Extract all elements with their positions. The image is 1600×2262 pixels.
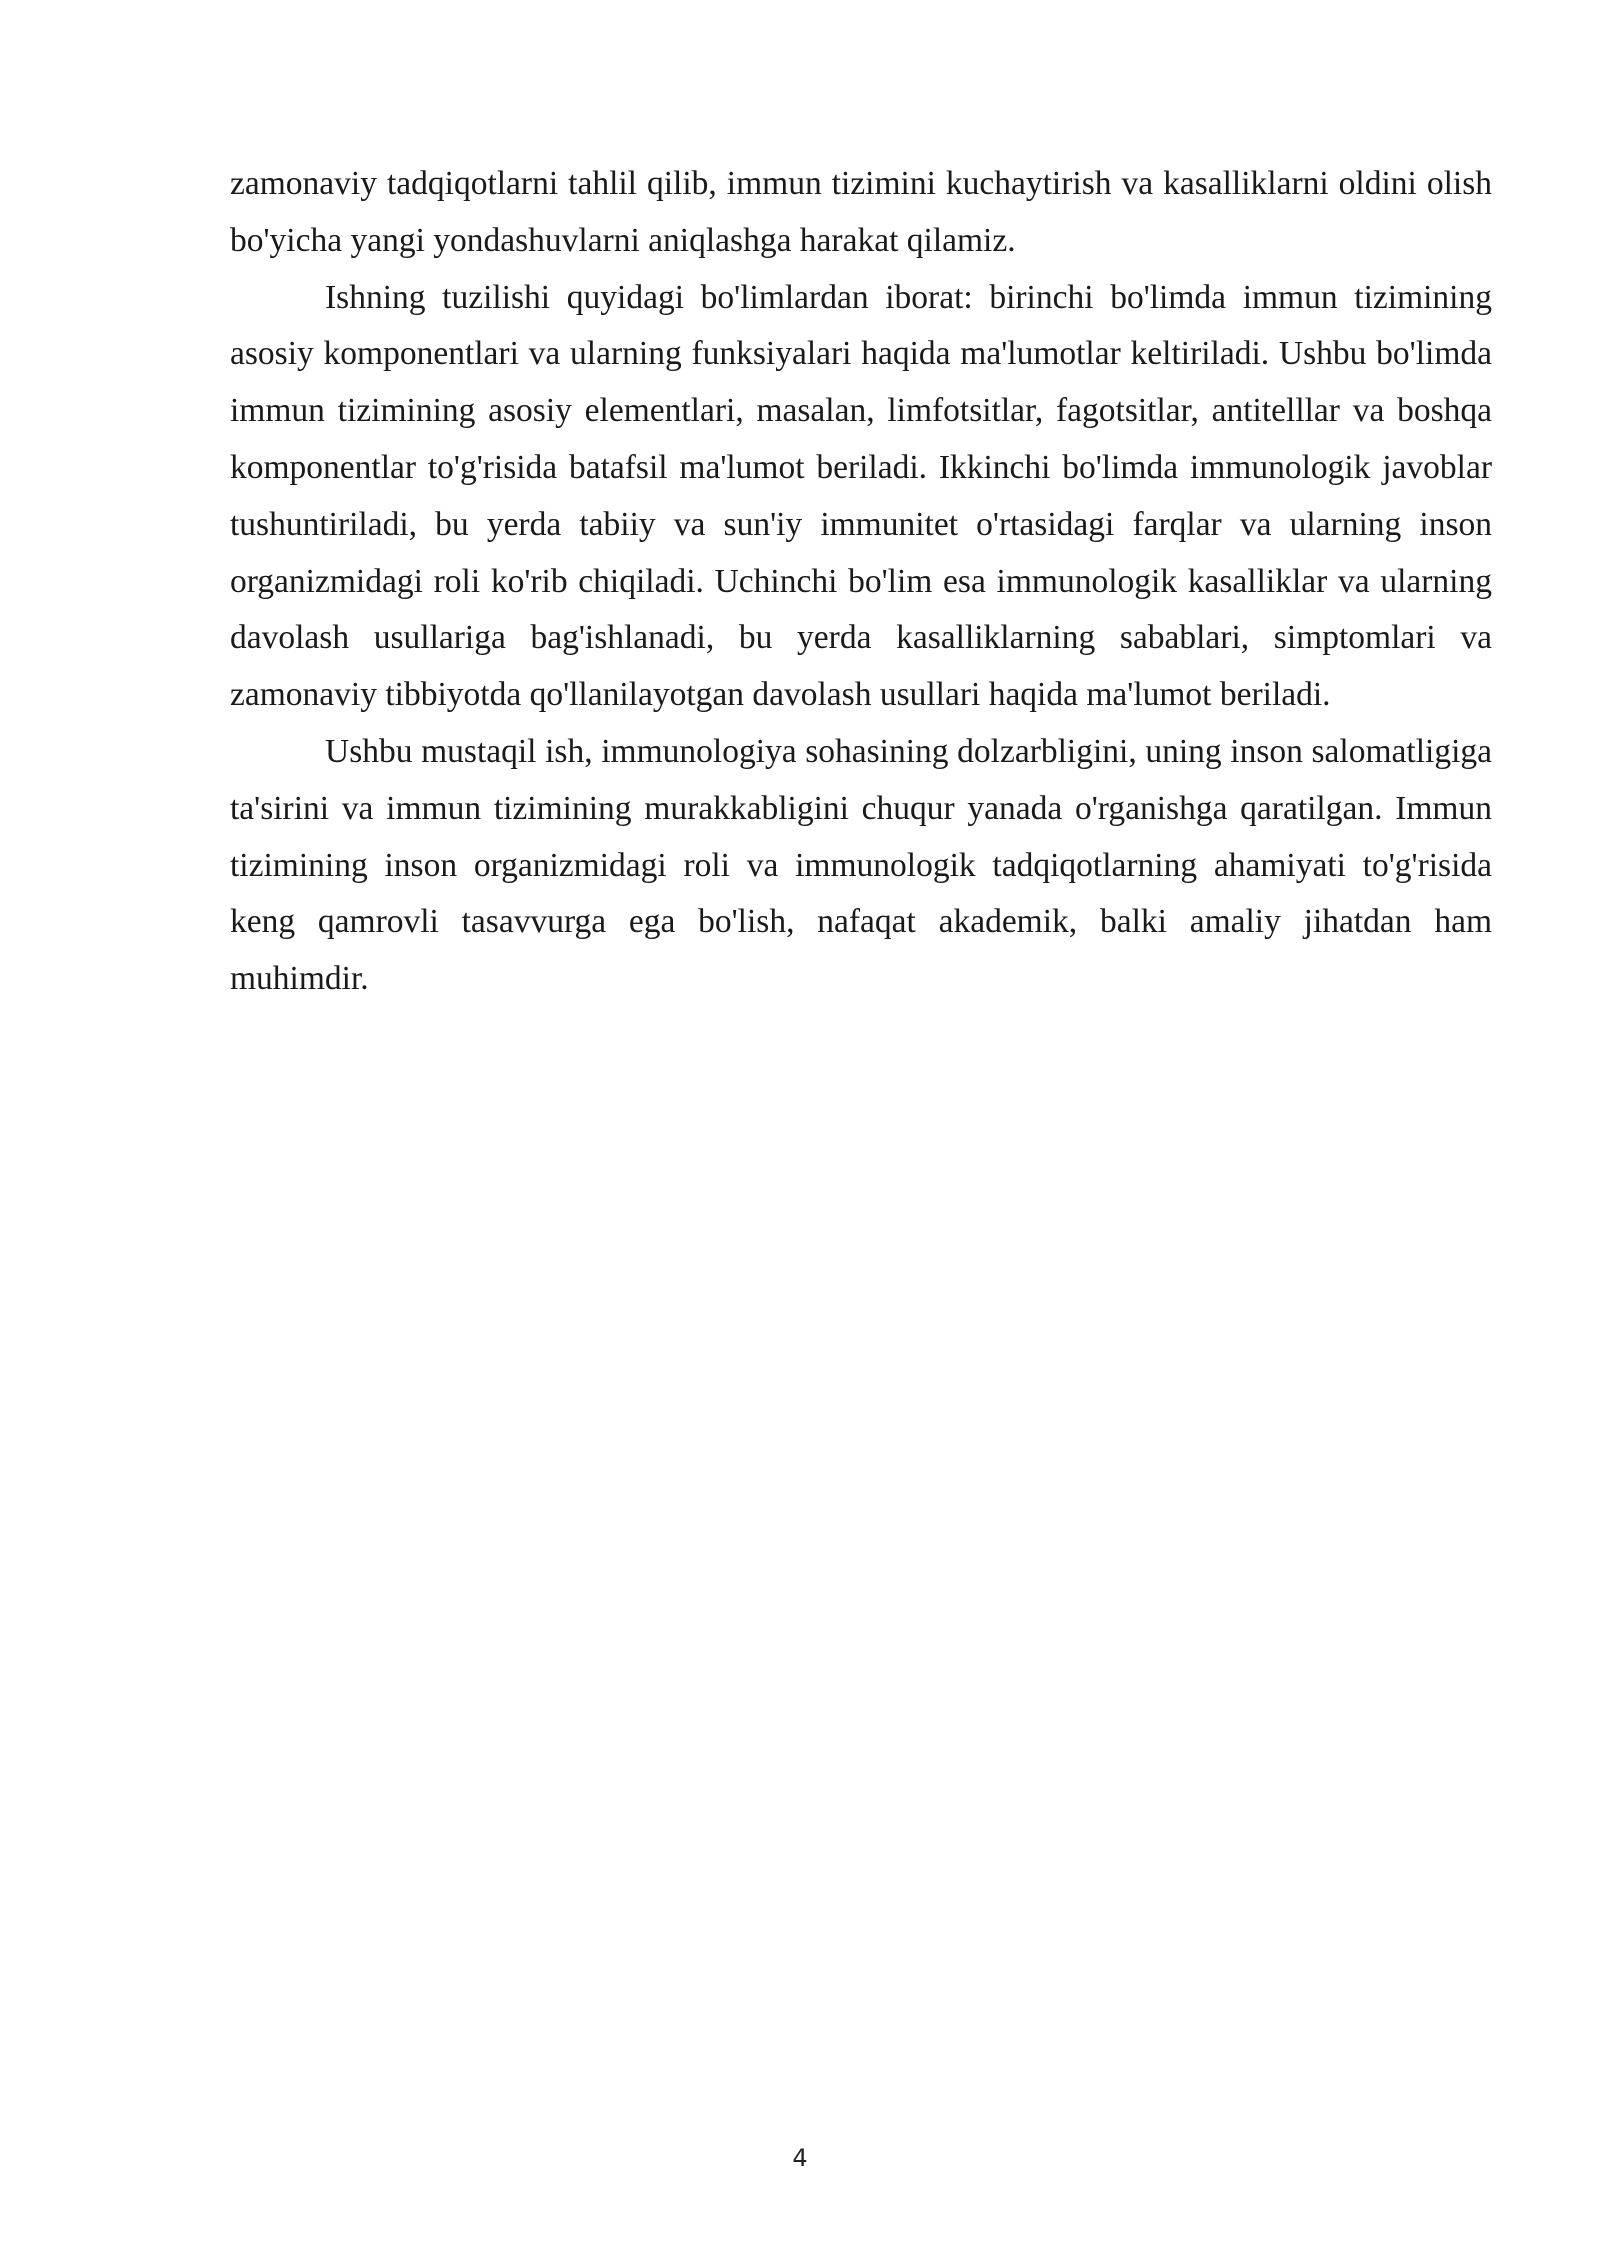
paragraph-continuation: zamonaviy tadqiqotlarni tahlil qilib, immun tizimini kuchaytirish va kasalliklarni oldini olish bo'yicha yangi yondashuvlarni aniqlashga harakat qilamiz. xyxy=(230,165,1492,259)
page-number: 4 xyxy=(792,2144,808,2172)
body-text xyxy=(230,156,1492,1008)
paragraph-structure: Ishning tuzilishi quyidagi bo'limlardan iborat: birinchi bo'limda immun tizimining asosiy komponentlari va ularning funksiyalari haqida ma'lumotlar keltiriladi. Ushbu bo'limda immun tizimining asosiy elementlari, masalan, limfotsitlar, fagotsitlar, antitelllar va boshqa komponentlar to'g'risida batafsil ma'lumot beriladi. Ikkinchi bo'limda immunologik javoblar tushuntiriladi, bu yerda tabiiy va sun'iy immunitet o'rtasidagi farqlar va ularning inson organizmidagi roli ko'rib chiqiladi. Uchinchi bo'lim esa immunologik kasalliklar va ularning davolash usullariga bag'ishlanadi, bu yerda kasalliklarning sabablari, simptomlari va zamonaviy tibbiyotda qo'llanilayotgan davolash usullari haqida ma'lumot beriladi. xyxy=(230,278,1492,714)
paragraph-conclusion: Ushbu mustaqil ish, immunologiya sohasining dolzarbligini, uning inson salomatligiga ta'sirini va immun tizimining murakkabligini chuqur yanada o'rganishga qaratilgan. Immun tizimining inson organizmidagi roli va immunologik tadqiqotlarning ahamiyati to'g'risida keng qamrovli tasavvurga ega bo'lish, nafaqat akademik, balki amaliy jihatdan ham muhimdir. xyxy=(230,732,1492,998)
